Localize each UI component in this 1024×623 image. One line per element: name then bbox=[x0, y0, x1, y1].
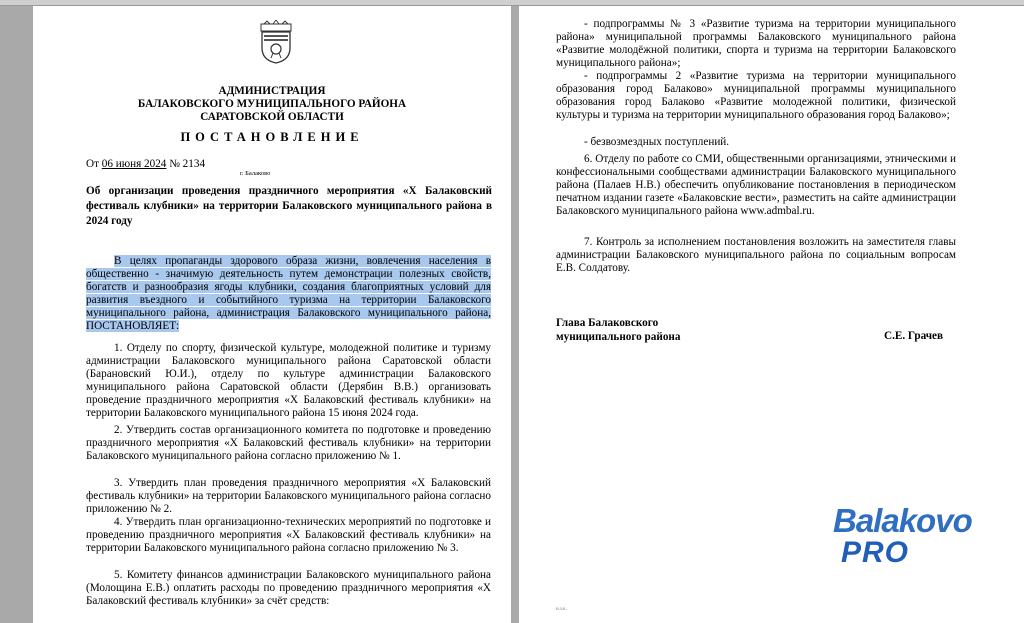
date-prefix: От bbox=[86, 158, 102, 170]
signature-position bbox=[556, 317, 680, 344]
document-type-heading: ПОСТАНОВЛЕНИЕ bbox=[180, 130, 364, 144]
preamble-paragraph[interactable] bbox=[86, 255, 491, 333]
item-1: 1. Отделу по спорту, физической культуре, молодежной политике и туризму администрации Балаковского муниципального района Саратовской области (Барановский Ю.И.), отделу по культуре администрации Балаковского муниципального района Саратовской области (Дерябин В.В.) организовать проведение праздничного мероприятия «X Балаковский фестиваль клубники» на территории Балаковского муниципального района 15 июня 2024 года. bbox=[86, 342, 491, 419]
item-2: 2. Утвердить состав организационного комитета по подготовке и проведению праздничного мероприятия «X Балаковский фестиваль клубники» на территории Балаковского муниципального района согласно приложению № 1. bbox=[86, 424, 491, 462]
signature-position-line2: муниципального района bbox=[556, 330, 681, 343]
document-page-1 bbox=[33, 6, 511, 623]
subprogram-3-paragraph: - подпрограммы № 3 «Развитие туризма на территории муниципального района» муниципальной программы Балаковского муниципального района «Развитие молодёжной политики, спорта и туризма на территории Балаковского муниципального района»; bbox=[556, 18, 956, 69]
coat-of-arms-icon bbox=[258, 20, 294, 64]
resolution-title: Об организации проведения праздничного мероприятия «X Балаковский фестиваль клубники» на территории Балаковского муниципального района в 2024 году bbox=[86, 185, 492, 227]
city-label: г. Балаково bbox=[240, 170, 271, 177]
header-admin: АДМИНИСТРАЦИЯ bbox=[218, 85, 326, 97]
gratuitous-receipts-paragraph: - безвозмездных поступлений. bbox=[584, 136, 730, 148]
date-line bbox=[86, 158, 205, 170]
item-7: 7. Контроль за исполнением постановления возложить на заместителя главы администрации Балаковского муниципального района по социальным вопросам Е.В. Солдатову. bbox=[556, 236, 956, 274]
footer-mark: н.з.к. bbox=[556, 607, 567, 612]
document-date: 06 июня 2024 bbox=[101, 158, 167, 170]
item-5: 5. Комитету финансов администрации Балаковского муниципального района (Молощина Е.В.) оплатить расходы по проведению праздничного мероприятия «X Балаковский фестиваль клубники» за счёт средств: bbox=[86, 569, 491, 607]
logo-line2: PRO bbox=[841, 536, 910, 569]
item-6: 6. Отделу по работе со СМИ, общественными организациями, этническими и конфессиональными сообществами администрации Балаковского муниципального района (Палаев Н.В.) обеспечить опубликование постановления в периодическом печатном издании газете «Балаковские вести», разместить на сайте администрации Балаковского муниципального района www.admbal.ru. bbox=[556, 153, 956, 217]
subprogram-2-paragraph: - подпрограммы 2 «Развитие туризма на территории муниципального образования город Балаково» муниципальной программы муниципального образования город Балаково «Развитие молодежной политики, физической культуры и туризма на территории муниципального образования город Балаково»; bbox=[556, 70, 956, 121]
header-region: САРАТОВСКОЙ ОБЛАСТИ bbox=[200, 111, 344, 123]
item-3: 3. Утвердить план проведения праздничного мероприятия «X Балаковский фестиваль клубники» на территории Балаковского муниципального района согласно приложению № 2. bbox=[86, 477, 491, 515]
logo-line1: Balakovo bbox=[833, 502, 972, 539]
header-district: БАЛАКОВСКОГО МУНИЦИПАЛЬНОГО РАЙОНА bbox=[137, 98, 407, 110]
item-4: 4. Утвердить план организационно-технических мероприятий по подготовке и проведению праздничного мероприятия «X Балаковский фестиваль клубники» на территории Балаковского муниципального района согласно приложению № 3. bbox=[86, 516, 491, 554]
document-number: № 2134 bbox=[166, 158, 206, 170]
selected-text[interactable]: В целях пропаганды здорового образа жизни, вовлечения населения в общественно - значимую деятельность путем демонстрации полезных свойств, богатств и разнообразия ягоды клубники, создания благоприятных условий для развития въездного и событийного туризма на территории Балаковского муниципального района, администрация Балаковского муниципального района, ПОСТАНОВЛЯЕТ: bbox=[86, 255, 491, 332]
signature-name: С.Е. Грачев bbox=[884, 330, 944, 342]
balakovo-pro-logo bbox=[833, 503, 993, 575]
signature-position-line1: Глава Балаковского bbox=[556, 317, 659, 329]
